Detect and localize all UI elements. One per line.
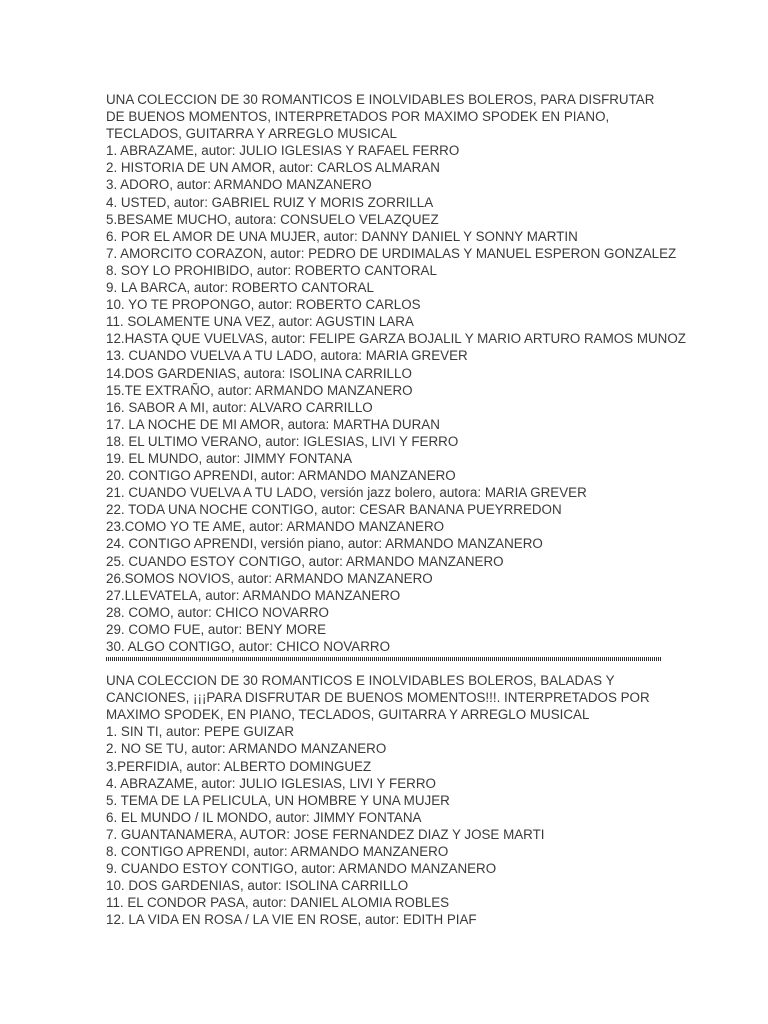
track-item: 2. NO SE TU, autor: ARMANDO MANZANERO xyxy=(106,741,387,757)
track-item: 18. EL ULTIMO VERANO, autor: IGLESIAS, LIVI Y FERRO xyxy=(106,433,459,449)
track-item: 22. TODA UNA NOCHE CONTIGO, autor: CESAR BANANA PUEYRREDON xyxy=(106,502,562,518)
track-item: 15.TE EXTRAÑO, autor: ARMANDO MANZANERO xyxy=(106,382,413,398)
track-item: 20. CONTIGO APRENDI, autor: ARMANDO MANZANERO xyxy=(106,468,456,484)
track-item: 10. DOS GARDENIAS, autor: ISOLINA CARRILLO xyxy=(106,878,409,894)
track-item: 13. CUANDO VUELVA A TU LADO, autora: MARIA GREVER xyxy=(106,348,468,364)
track-item: 4. ABRAZAME, autor: JULIO IGLESIAS, LIVI Y FERRO xyxy=(106,775,436,791)
track-item: 29. COMO FUE, autor: BENY MORE xyxy=(106,621,327,637)
track-item: 21. CUANDO VUELVA A TU LADO, versión jazz bolero, autora: MARIA GREVER xyxy=(106,485,587,501)
track-item: 1. ABRAZAME, autor: JULIO IGLESIAS Y RAFAEL FERRO xyxy=(106,143,460,159)
track-item: 26.SOMOS NOVIOS, autor: ARMANDO MANZANERO xyxy=(106,570,433,586)
track-item: 7. AMORCITO CORAZON, autor: PEDRO DE URDIMALAS Y MANUEL ESPERON GONZALEZ xyxy=(106,245,677,261)
track-item: 19. EL MUNDO, autor: JIMMY FONTANA xyxy=(106,450,353,466)
section-2 xyxy=(106,672,666,928)
section-separator xyxy=(106,657,662,661)
track-item: 2. HISTORIA DE UN AMOR, autor: CARLOS ALMARAN xyxy=(106,160,440,176)
track-item: 6. EL MUNDO / IL MONDO, autor: JIMMY FONTANA xyxy=(106,809,422,825)
track-item: 25. CUANDO ESTOY CONTIGO, autor: ARMANDO MANZANERO xyxy=(106,553,504,569)
track-item: 7. GUANTANAMERA, AUTOR: JOSE FERNANDEZ DIAZ Y JOSE MARTI xyxy=(106,826,545,842)
track-item: 14.DOS GARDENIAS, autora: ISOLINA CARRILLO xyxy=(106,365,412,381)
track-item: 11. SOLAMENTE UNA VEZ, autor: AGUSTIN LARA xyxy=(106,314,414,330)
track-item: 30. ALGO CONTIGO, autor: CHICO NOVARRO xyxy=(106,639,390,654)
track-item: 9. LA BARCA, autor: ROBERTO CANTORAL xyxy=(106,280,374,296)
track-item: 28. COMO, autor: CHICO NOVARRO xyxy=(106,604,329,620)
section-1-intro: UNA COLECCION DE 30 ROMANTICOS E INOLVIDABLES BOLEROS, PARA DISFRUTAR DE BUENOS MOMENTOS, INTERPRETADOS POR MAXIMO SPODEK EN PIANO, TECLADOS, GUITARRA Y ARREGLO MUSICAL xyxy=(106,92,655,142)
track-item: 4. USTED, autor: GABRIEL RUIZ Y MORIS ZORRILLA xyxy=(106,194,434,210)
track-item: 5. TEMA DE LA PELICULA, UN HOMBRE Y UNA MUJER xyxy=(106,792,450,808)
section-1-track-list xyxy=(106,142,686,655)
document-page xyxy=(106,91,686,929)
track-item: 16. SABOR A MI, autor: ALVARO CARRILLO xyxy=(106,399,373,415)
track-item: 24. CONTIGO APRENDI, versión piano, autor: ARMANDO MANZANERO xyxy=(106,536,543,552)
section-2-track-list xyxy=(106,723,666,928)
track-item: 9. CUANDO ESTOY CONTIGO, autor: ARMANDO MANZANERO xyxy=(106,861,497,877)
track-item: 10. YO TE PROPONGO, autor: ROBERTO CARLOS xyxy=(106,297,421,313)
track-item: 8. CONTIGO APRENDI, autor: ARMANDO MANZANERO xyxy=(106,844,449,860)
section-1 xyxy=(106,91,686,655)
track-item: 27.LLEVATELA, autor: ARMANDO MANZANERO xyxy=(106,587,401,603)
track-item: 17. LA NOCHE DE MI AMOR, autora: MARTHA DURAN xyxy=(106,416,440,432)
track-item: 1. SIN TI, autor: PEPE GUIZAR xyxy=(106,724,295,740)
track-item: 11. EL CONDOR PASA, autor: DANIEL ALOMIA ROBLES xyxy=(106,895,450,911)
track-item: 12.HASTA QUE VUELVAS, autor: FELIPE GARZA BOJALIL Y MARIO ARTURO RAMOS MUNOZ xyxy=(106,331,686,347)
section-2-intro: UNA COLECCION DE 30 ROMANTICOS E INOLVIDABLES BOLEROS, BALADAS Y CANCIONES, ¡¡¡PARA DISFRUTAR DE BUENOS MOMENTOS!!!. INTERPRETADOS POR MAXIMO SPODEK, EN PIANO, TECLADOS, GUITARRA Y ARREGLO MUSICAL xyxy=(106,673,650,723)
track-item: 3.PERFIDIA, autor: ALBERTO DOMINGUEZ xyxy=(106,758,372,774)
track-item: 8. SOY LO PROHIBIDO, autor: ROBERTO CANTORAL xyxy=(106,262,437,278)
track-item: 12. LA VIDA EN ROSA / LA VIE EN ROSE, autor: EDITH PIAF xyxy=(106,912,477,928)
track-item: 3. ADORO, autor: ARMANDO MANZANERO xyxy=(106,177,372,193)
track-item: 5.BESAME MUCHO, autora: CONSUELO VELAZQUEZ xyxy=(106,211,439,227)
track-item: 23.COMO YO TE AME, autor: ARMANDO MANZANERO xyxy=(106,519,445,535)
track-item: 6. POR EL AMOR DE UNA MUJER, autor: DANNY DANIEL Y SONNY MARTIN xyxy=(106,228,578,244)
